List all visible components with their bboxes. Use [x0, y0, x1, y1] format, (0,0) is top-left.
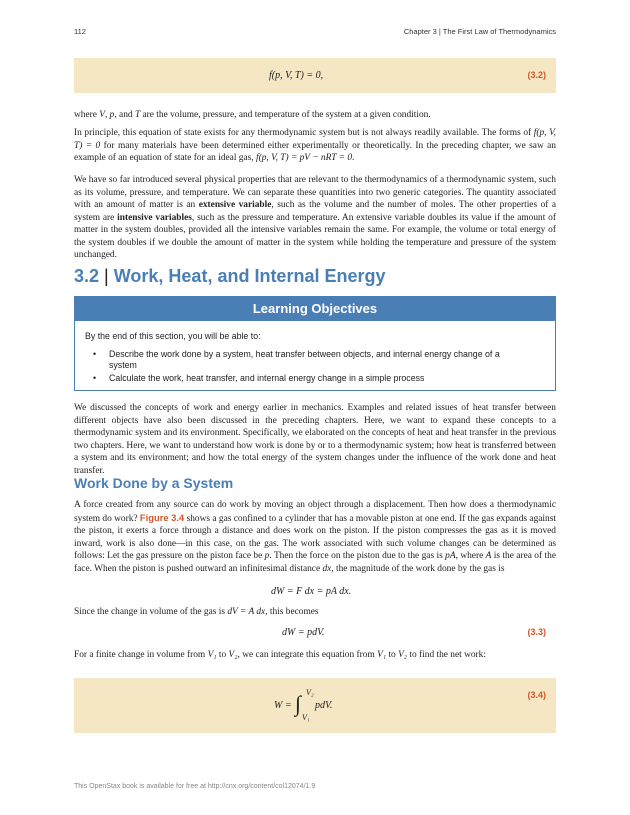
equation-3-4 — [274, 688, 354, 724]
footer-note: This OpenStax book is available for free at http://cnx.org/content/col12074/1.9 — [74, 783, 316, 790]
equation-3-2: f(p, V, T) = 0, — [269, 70, 324, 81]
equation-3-4-number: (3.4) — [527, 690, 546, 700]
learning-objectives-heading: Learning Objectives — [75, 297, 555, 321]
paragraph-volume-change: Since the change in volume of the gas is dV = A dx, this becomes — [74, 607, 319, 617]
paragraph-extensive-intensive: We have so far introduced several physical properties that are relevant to the thermodynamics of a thermodynamic system, such as its volume, pressure, and temperature. We can separate these quantities into two generic categories. The quantity associated with an amount of matter is an extensive variable, such as the volume and the number of moles. The other properties of a system are intensive variables, such as the pressure and temperature. An extensive variable doubles its value if the amount of matter in the system doubles, provided all the intensive variables remain the same. For example, the volume or total energy of the system doubles if we double the amount of matter in the system while holding the temperature and pressure of the system unchanged. — [74, 175, 556, 260]
integral-upper-limit: V₂ — [306, 688, 314, 697]
paragraph-variables: where V, p, and T are the volume, pressure, and temperature of the system at a given condition. — [74, 110, 431, 120]
integral-sign: ∫ — [295, 691, 302, 716]
equation-3-3-number: (3.3) — [527, 627, 546, 637]
section-title: 3.2 | Work, Heat, and Internal Energy — [74, 266, 386, 286]
integral-lower-limit: V₁ — [302, 713, 310, 722]
equation-3-4-lhs: W = — [274, 700, 292, 711]
equation-3-2-box — [74, 58, 556, 93]
figure-link[interactable]: Figure 3.4 — [139, 511, 185, 523]
paragraph-intro-work-heat: We discussed the concepts of work and energy earlier in mechanics. Examples and related issues of heat transfer between different objects have also been discussed in the preceding chapters. Here, we want to expand these concepts to a thermodynamic system and its environment. Specifically, we elaborated on the concepts of heat and heat transfer in the previous two chapters. Here, we want to understand how work is done by or to a thermodynamic system; how heat is transferred between a system and its environment; and how the total energy of the system changes under the influence of the work done and heat transfer. — [74, 403, 556, 476]
list-item: • Calculate the work, heat transfer, and internal energy change in a simple process — [85, 373, 515, 384]
paragraph-finite-change: For a finite change in volume from V₁ to V₂, we can integrate this equation from V₁ to V₂ to find the net work: — [74, 650, 486, 660]
equation-3-3: dW = pdV. — [282, 627, 325, 638]
learning-objectives-intro: By the end of this section, you will be able to: — [85, 331, 261, 341]
equation-dw: dW = F dx = pA dx. — [271, 586, 352, 597]
paragraph-equation-of-state: In principle, this equation of state exists for any thermodynamic system but is not always readily available. The forms of f(p, V, T) = 0 for many materials have been determined either experimentally or theoretically. In the preceding chapter, we saw an example of an equation of state for an ideal gas, f(p, V, T) = pV − nRT = 0. — [74, 128, 556, 163]
equation-3-2-number: (3.2) — [527, 70, 546, 80]
learning-objectives-list — [85, 349, 515, 386]
integrand: pdV. — [315, 700, 333, 711]
learning-objectives-box — [74, 296, 556, 391]
page-number: 112 — [74, 27, 86, 36]
chapter-header: Chapter 3 | The First Law of Thermodynamics — [403, 27, 556, 36]
paragraph-work-done: A force created from any source can do work by moving an object through a displacement. Then how does a thermodynamic system do work? Figure 3.4 shows a gas confined to a cylinder that has a movable piston at one end. If the gas expands against the piston, it exerts a force through a distance and does work on the piston. If the piston compresses the gas as it is moved inward, work is also done—in this case, on the gas. The work associated with such volume changes can be determined as follows: Let the gas pressure on the piston face be p. Then the force on the piston due to the gas is pA, where A is the area of the face. When the piston is pushed outward an infinitesimal distance dx, the magnitude of the work done by the gas is — [74, 500, 556, 574]
list-item: • Describe the work done by a system, heat transfer between objects, and internal energy change of a system — [85, 349, 515, 371]
subsection-title: Work Done by a System — [74, 475, 234, 491]
